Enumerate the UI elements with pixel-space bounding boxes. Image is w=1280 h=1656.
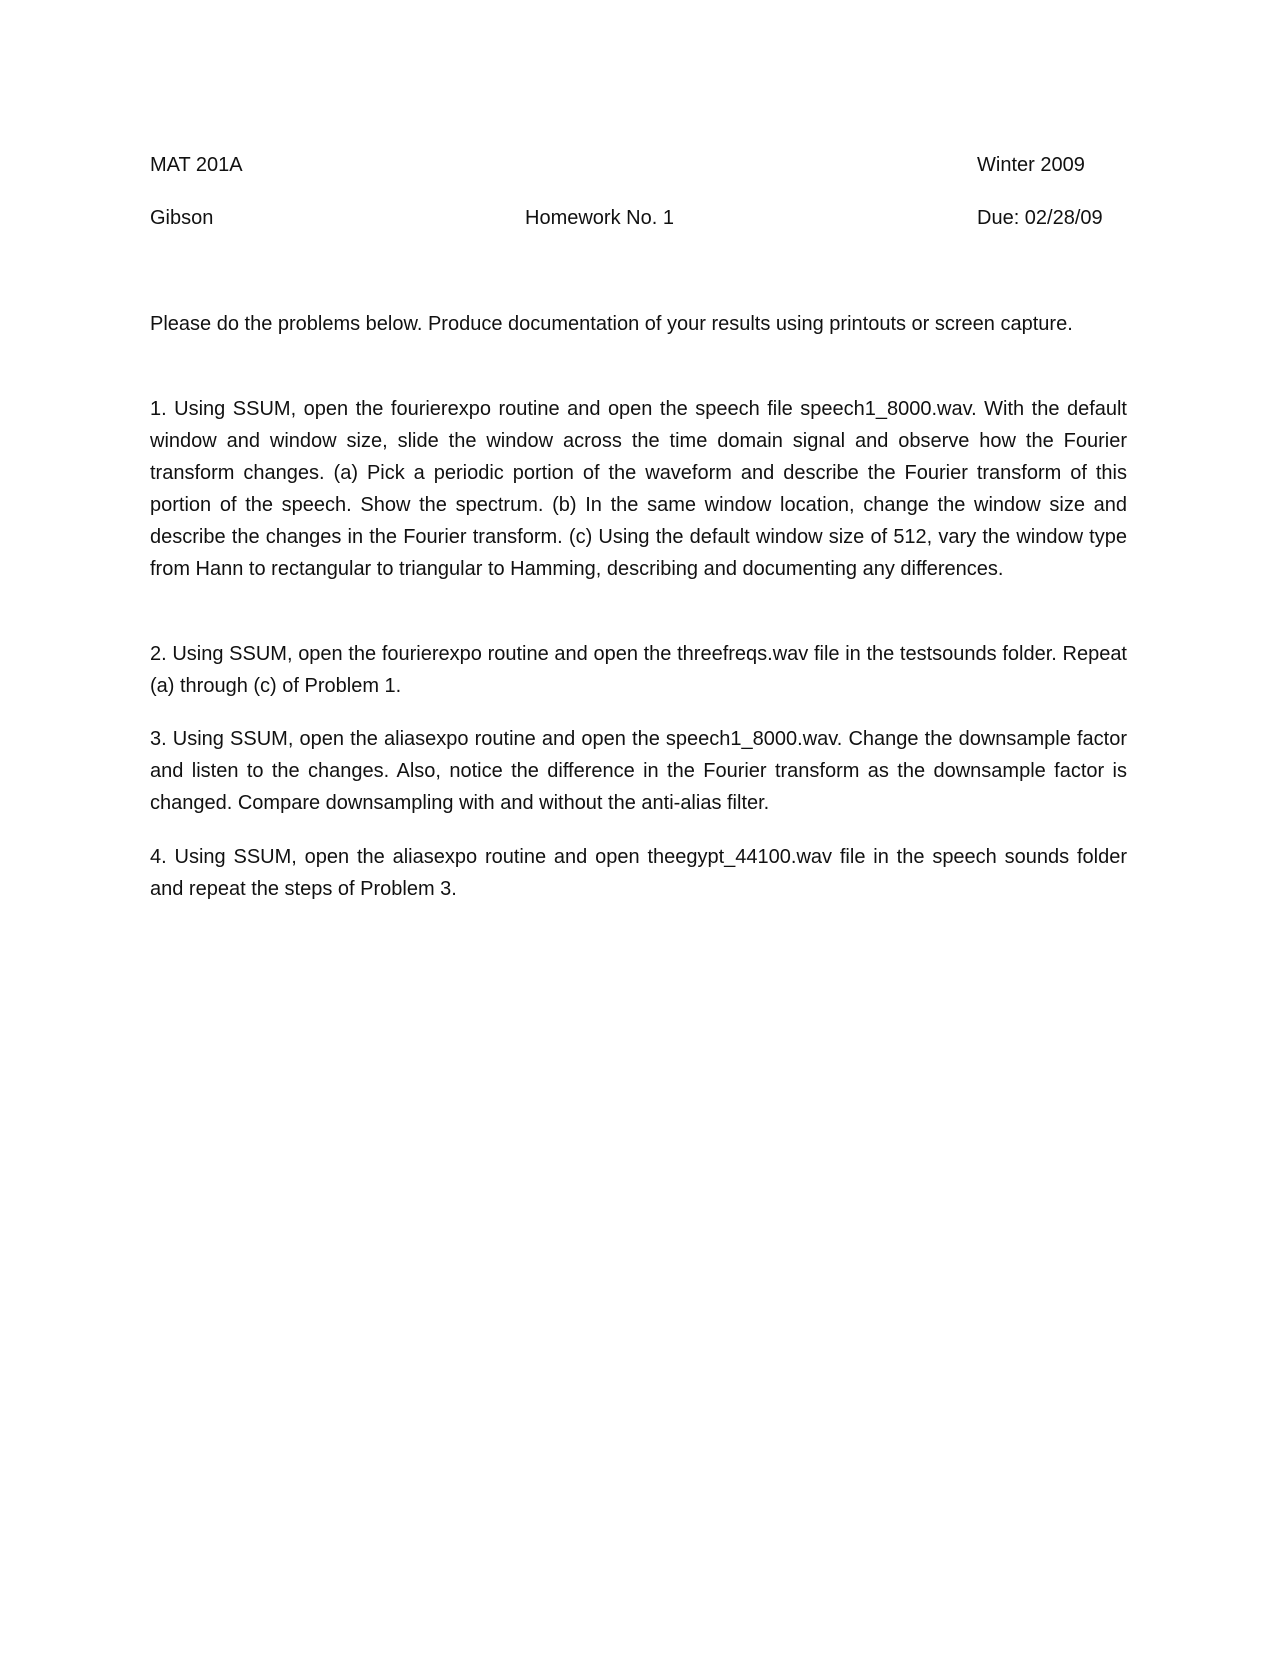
instructor-name: Gibson [150, 207, 214, 229]
problem-4: 4. Using SSUM, open the aliasexpo routine and open theegypt_44100.wav file in the speech sounds folder and repeat the steps of Problem 3. [150, 846, 1127, 900]
intro-paragraph: Please do the problems below. Produce documentation of your results using printouts or screen capture. [150, 313, 1073, 335]
problem-3: 3. Using SSUM, open the aliasexpo routine and open the speech1_8000.wav. Change the downsample factor and listen to the changes. Also, notice the difference in the Fourier transform as the downsample factor is changed. Compare downsampling with and without the anti-alias filter. [150, 728, 1127, 814]
term: Winter 2009 [977, 154, 1085, 176]
problem-1: 1. Using SSUM, open the fourierexpo routine and open the speech file speech1_8000.wav. With the default window and window size, slide the window across the time domain signal and observe how the Fourier transform changes. (a) Pick a periodic portion of the waveform and describe the Fourier transform of this portion of the speech. Show the spectrum. (b) In the same window location, change the window size and describe the changes in the Fourier transform. (c) Using the default window size of 512, vary the window type from Hann to rectangular to triangular to Hamming, describing and documenting any differences. [150, 398, 1127, 580]
course-code: MAT 201A [150, 154, 243, 176]
due-date: Due: 02/28/09 [977, 207, 1103, 229]
problem-2: 2. Using SSUM, open the fourierexpo routine and open the threefreqs.wav file in the testsounds folder. Repeat (a) through (c) of Problem 1. [150, 643, 1127, 697]
homework-title: Homework No. 1 [525, 207, 674, 229]
